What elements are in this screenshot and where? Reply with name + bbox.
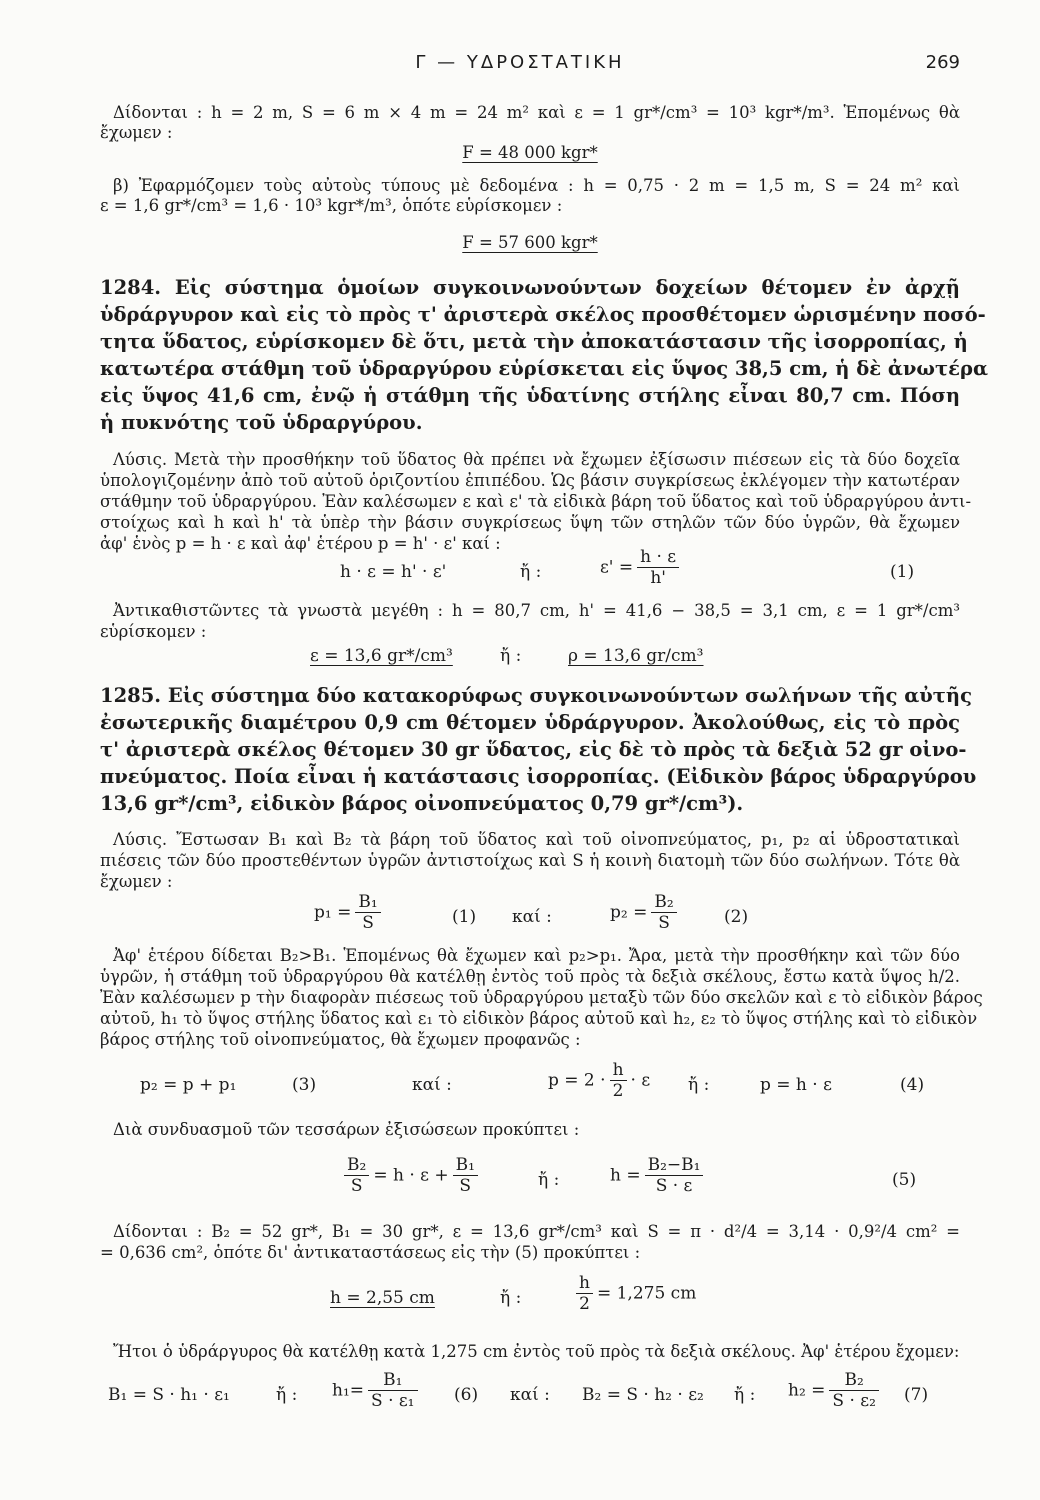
equation-1-right: ε' = $\frac{h \cdot \varepsilon}{h'}$ — [600, 547, 683, 588]
equation-p2: p₂ = $\frac{\text{B₂}}{S}$ — [610, 892, 681, 933]
equation-or: ἤ : — [688, 1075, 710, 1095]
result-formula: ρ = 13,6 gr/cm³ — [568, 646, 704, 666]
solution-line: βάρος στήλης τοῦ οἰνοπνεύματος, θὰ ἔχωμεν προφανῶς : — [100, 1030, 581, 1049]
text-line: ἔχωμεν : — [100, 123, 173, 142]
solution-line: ὑγρῶν, ἡ στάθμη τοῦ ὑδραργύρου θὰ κατέλθῃ ἐντὸς τοῦ πρὸς τὰ δεξιὰ σκέλους, ἔστω κατὰ ὕψος h/2. — [100, 967, 960, 986]
equation-number: (7) — [904, 1385, 929, 1405]
result-formula: ε = 13,6 gr*/cm³ — [310, 646, 453, 666]
equation-and: καί : — [512, 907, 552, 927]
equation-or: ἤ : — [520, 562, 542, 582]
problem-1284-line: ἡ πυκνότης τοῦ ὑδραργύρου. — [100, 411, 423, 434]
result-formula: F = 48 000 kgr* — [462, 143, 598, 162]
equation-1-left: h · ε = h' · ε' — [340, 562, 447, 582]
solution-line: Ἀντικαθιστῶντες τὰ γνωστὰ μεγέθη : h = 80,7 cm, h' = 41,6 − 38,5 = 3,1 cm, ε = 1 gr*/cm³ — [113, 601, 960, 620]
solution-line: Διὰ συνδυασμοῦ τῶν τεσσάρων ἐξισώσεων προκύπτει : — [113, 1120, 580, 1139]
equation-7: h₂ = $\frac{\text{B₂}}{\text{S · ε₂}}$ — [788, 1370, 883, 1411]
equation-p-half: p = 2 · $\frac{h}{2}$ · ε — [548, 1060, 651, 1101]
equation-number: (5) — [892, 1170, 917, 1190]
equation-number: (1) — [452, 907, 477, 927]
equation-4: p = h · ε — [760, 1075, 832, 1095]
equation-6: h₁= $\frac{\text{B₁}}{\text{S · ε₁}}$ — [332, 1370, 422, 1411]
running-title: Γ — ΥΔΡΟΣΤΑΤΙΚΗ — [415, 52, 625, 73]
equation-number: (1) — [890, 562, 915, 582]
solution-line: Λύσις. Ἔστωσαν B₁ καὶ B₂ τὰ βάρη τοῦ ὕδατος καὶ τοῦ οἰνοπνεύματος, p₁, p₂ αἱ ὑδροστατικαὶ — [113, 830, 960, 849]
result-half-h: $\frac{h}{2}$ = 1,275 cm — [572, 1273, 696, 1314]
equation-or: ἤ : — [500, 646, 522, 666]
equation-or: ἤ : — [500, 1288, 522, 1308]
solution-line: Ἤτοι ὁ ὑδράργυρος θὰ κατέλθῃ κατὰ 1,275 cm ἐντὸς τοῦ πρὸς τὰ δεξιὰ σκέλους. Ἀφ' ἑτέρου ἔχομεν: — [113, 1342, 960, 1361]
solution-line: εὑρίσκομεν : — [100, 622, 207, 641]
solution-line: = 0,636 cm², ὁπότε δι' ἀντικαταστάσεως εἰς τὴν (5) προκύπτει : — [100, 1243, 641, 1262]
solution-line: ἔχωμεν : — [100, 872, 173, 891]
solution-line: στάθμην τοῦ ὑδραργύρου. Ἐὰν καλέσωμεν ε καὶ ε' τὰ εἰδικὰ βάρη τοῦ ὕδατος καὶ τοῦ ὑδραργύρου ἀντι- — [100, 492, 972, 511]
text-line: Δίδονται : h = 2 m, S = 6 m × 4 m = 24 m² καὶ ε = 1 gr*/cm³ = 10³ kgr*/m³. Ἑπομένως θὰ — [113, 103, 960, 122]
equation-3: p₂ = p + p₁ — [140, 1075, 237, 1095]
equation-or: ἤ : — [538, 1170, 560, 1190]
solution-line: Ἐὰν καλέσωμεν p τὴν διαφορὰν πιέσεως τοῦ ὑδραργύρου μεταξὺ τῶν δύο σκελῶν καὶ ε τὸ εἰδικὸν βάρος — [100, 988, 983, 1007]
problem-1284-line: κατωτέρα στάθμη τοῦ ὑδραργύρου εὑρίσκεται εἰς ὕψος 38,5 cm, ἡ δὲ ἀνωτέρα — [100, 357, 988, 380]
equation-and: καί : — [412, 1075, 452, 1095]
problem-1284-line: 1284. Εἰς σύστημα ὁμοίων συγκοινωνούντων δοχείων θέτομεν ἐν ἀρχῇ — [100, 276, 960, 299]
solution-line: ἀφ' ἑνὸς p = h · ε καὶ ἀφ' ἑτέρου p = h' · ε' καί : — [100, 534, 501, 553]
solution-line: Λύσις. Μετὰ τὴν προσθήκην τοῦ ὕδατος θὰ πρέπει νὰ ἔχωμεν ἐξίσωσιν πιέσεων εἰς τὰ δύο δοχεῖα — [113, 450, 960, 469]
equation-5: $\frac{\text{B₂}}{S}$ = h · ε + $\frac{\text{B₁}}{S}$ — [340, 1155, 482, 1196]
text-line: β) Ἐφαρμόζομεν τοὺς αὐτοὺς τύπους μὲ δεδομένα : h = 0,75 · 2 m = 1,5 m, S = 24 m² καὶ — [113, 176, 960, 195]
equation-number: (6) — [454, 1385, 479, 1405]
result-formula: F = 57 600 kgr* — [462, 233, 598, 252]
problem-1285-line: 13,6 gr*/cm³, εἰδικὸν βάρος οἰνοπνεύματος 0,79 gr*/cm³). — [100, 792, 744, 815]
result-formula: h = 2,55 cm — [330, 1288, 435, 1308]
equation-or: ἤ : — [276, 1385, 298, 1405]
problem-1284-line: ὑδράργυρον καὶ εἰς τὸ πρὸς τ' ἀριστερὰ σκέλος προσθέτομεν ὡρισμένην ποσό- — [100, 303, 986, 326]
equation-6a: B₁ = S · h₁ · ε₁ — [108, 1385, 230, 1405]
problem-1284-line: τητα ὕδατος, εὑρίσκομεν δὲ ὅτι, μετὰ τὴν ἀποκατάστασιν τῆς ἰσορροπίας, ἡ — [100, 330, 968, 353]
equation-or: ἤ : — [734, 1385, 756, 1405]
equation-number: (2) — [724, 907, 749, 927]
problem-1285-line: τ' ἀριστερὰ σκέλος θέτομεν 30 gr ὕδατος, εἰς δὲ τὸ πρὸς τὰ δεξιὰ 52 gr οἰνο- — [100, 738, 967, 761]
equation-5-h: h = $\frac{\text{B₂−B₁}}{S \cdot \varepsilon}$ — [610, 1155, 707, 1196]
solution-line: Δίδονται : B₂ = 52 gr*, B₁ = 30 gr*, ε = 13,6 gr*/cm³ καὶ S = π · d²/4 = 3,14 · 0,9²/4 cm² = — [113, 1222, 960, 1241]
equation-and: καί : — [510, 1385, 550, 1405]
equation-7a: B₂ = S · h₂ · ε₂ — [582, 1385, 704, 1405]
equation-number: (4) — [900, 1075, 925, 1095]
problem-1284-line: εἰς ὕψος 41,6 cm, ἐνῷ ἡ στάθμη τῆς ὑδατίνης στήλης εἶναι 80,7 cm. Πόση — [100, 384, 960, 407]
solution-line: στοίχως καὶ h καὶ h' τὰ ὑπὲρ τὴν βάσιν συγκρίσεως ὕψη τῶν στηλῶν τῶν δύο ὑγρῶν, θὰ ἔχωμεν — [100, 513, 960, 532]
page-number: 269 — [925, 52, 960, 73]
solution-line: αὐτοῦ, h₁ τὸ ὕψος στήλης ὕδατος καὶ ε₁ τὸ εἰδικὸν βάρος αὐτοῦ καὶ h₂, ε₂ τὸ ὕψος στήλης καὶ τὸ εἰδικὸν — [100, 1009, 978, 1028]
problem-1285-line: ἐσωτερικῆς διαμέτρου 0,9 cm θέτομεν ὑδράργυρον. Ἀκολούθως, εἰς τὸ πρὸς — [100, 711, 960, 734]
equation-p1: p₁ = $\frac{\text{B₁}}{S}$ — [314, 892, 385, 933]
equation-number: (3) — [292, 1075, 317, 1095]
solution-line: ὑπολογιζομένην ἀπὸ τοῦ αὐτοῦ ὁριζοντίου ἐπιπέδου. Ὡς βάσιν συγκρίσεως ἐκλέγομεν τὴν κατωτέραν — [100, 471, 960, 490]
text-line: ε = 1,6 gr*/cm³ = 1,6 · 10³ kgr*/m³, ὁπότε εὑρίσκομεν : — [100, 196, 563, 215]
problem-1285-line: 1285. Εἰς σύστημα δύο κατακορύφως συγκοινωνούντων σωλήνων τῆς αὐτῆς — [100, 684, 972, 707]
solution-line: Ἀφ' ἑτέρου δίδεται B₂>B₁. Ἑπομένως θὰ ἔχωμεν καὶ p₂>p₁. Ἄρα, μετὰ τὴν προσθήκην καὶ τῶν δύο — [113, 946, 960, 965]
solution-line: πιέσεις τῶν δύο προστεθέντων ὑγρῶν ἀντιστοίχως καὶ S ἡ κοινὴ διατομὴ τῶν δύο σωλήνων. Τότε θὰ — [100, 851, 960, 870]
problem-1285-line: πνεύματος. Ποία εἶναι ἡ κατάστασις ἰσορροπίας. (Εἰδικὸν βάρος ὑδραργύρου — [100, 765, 977, 788]
